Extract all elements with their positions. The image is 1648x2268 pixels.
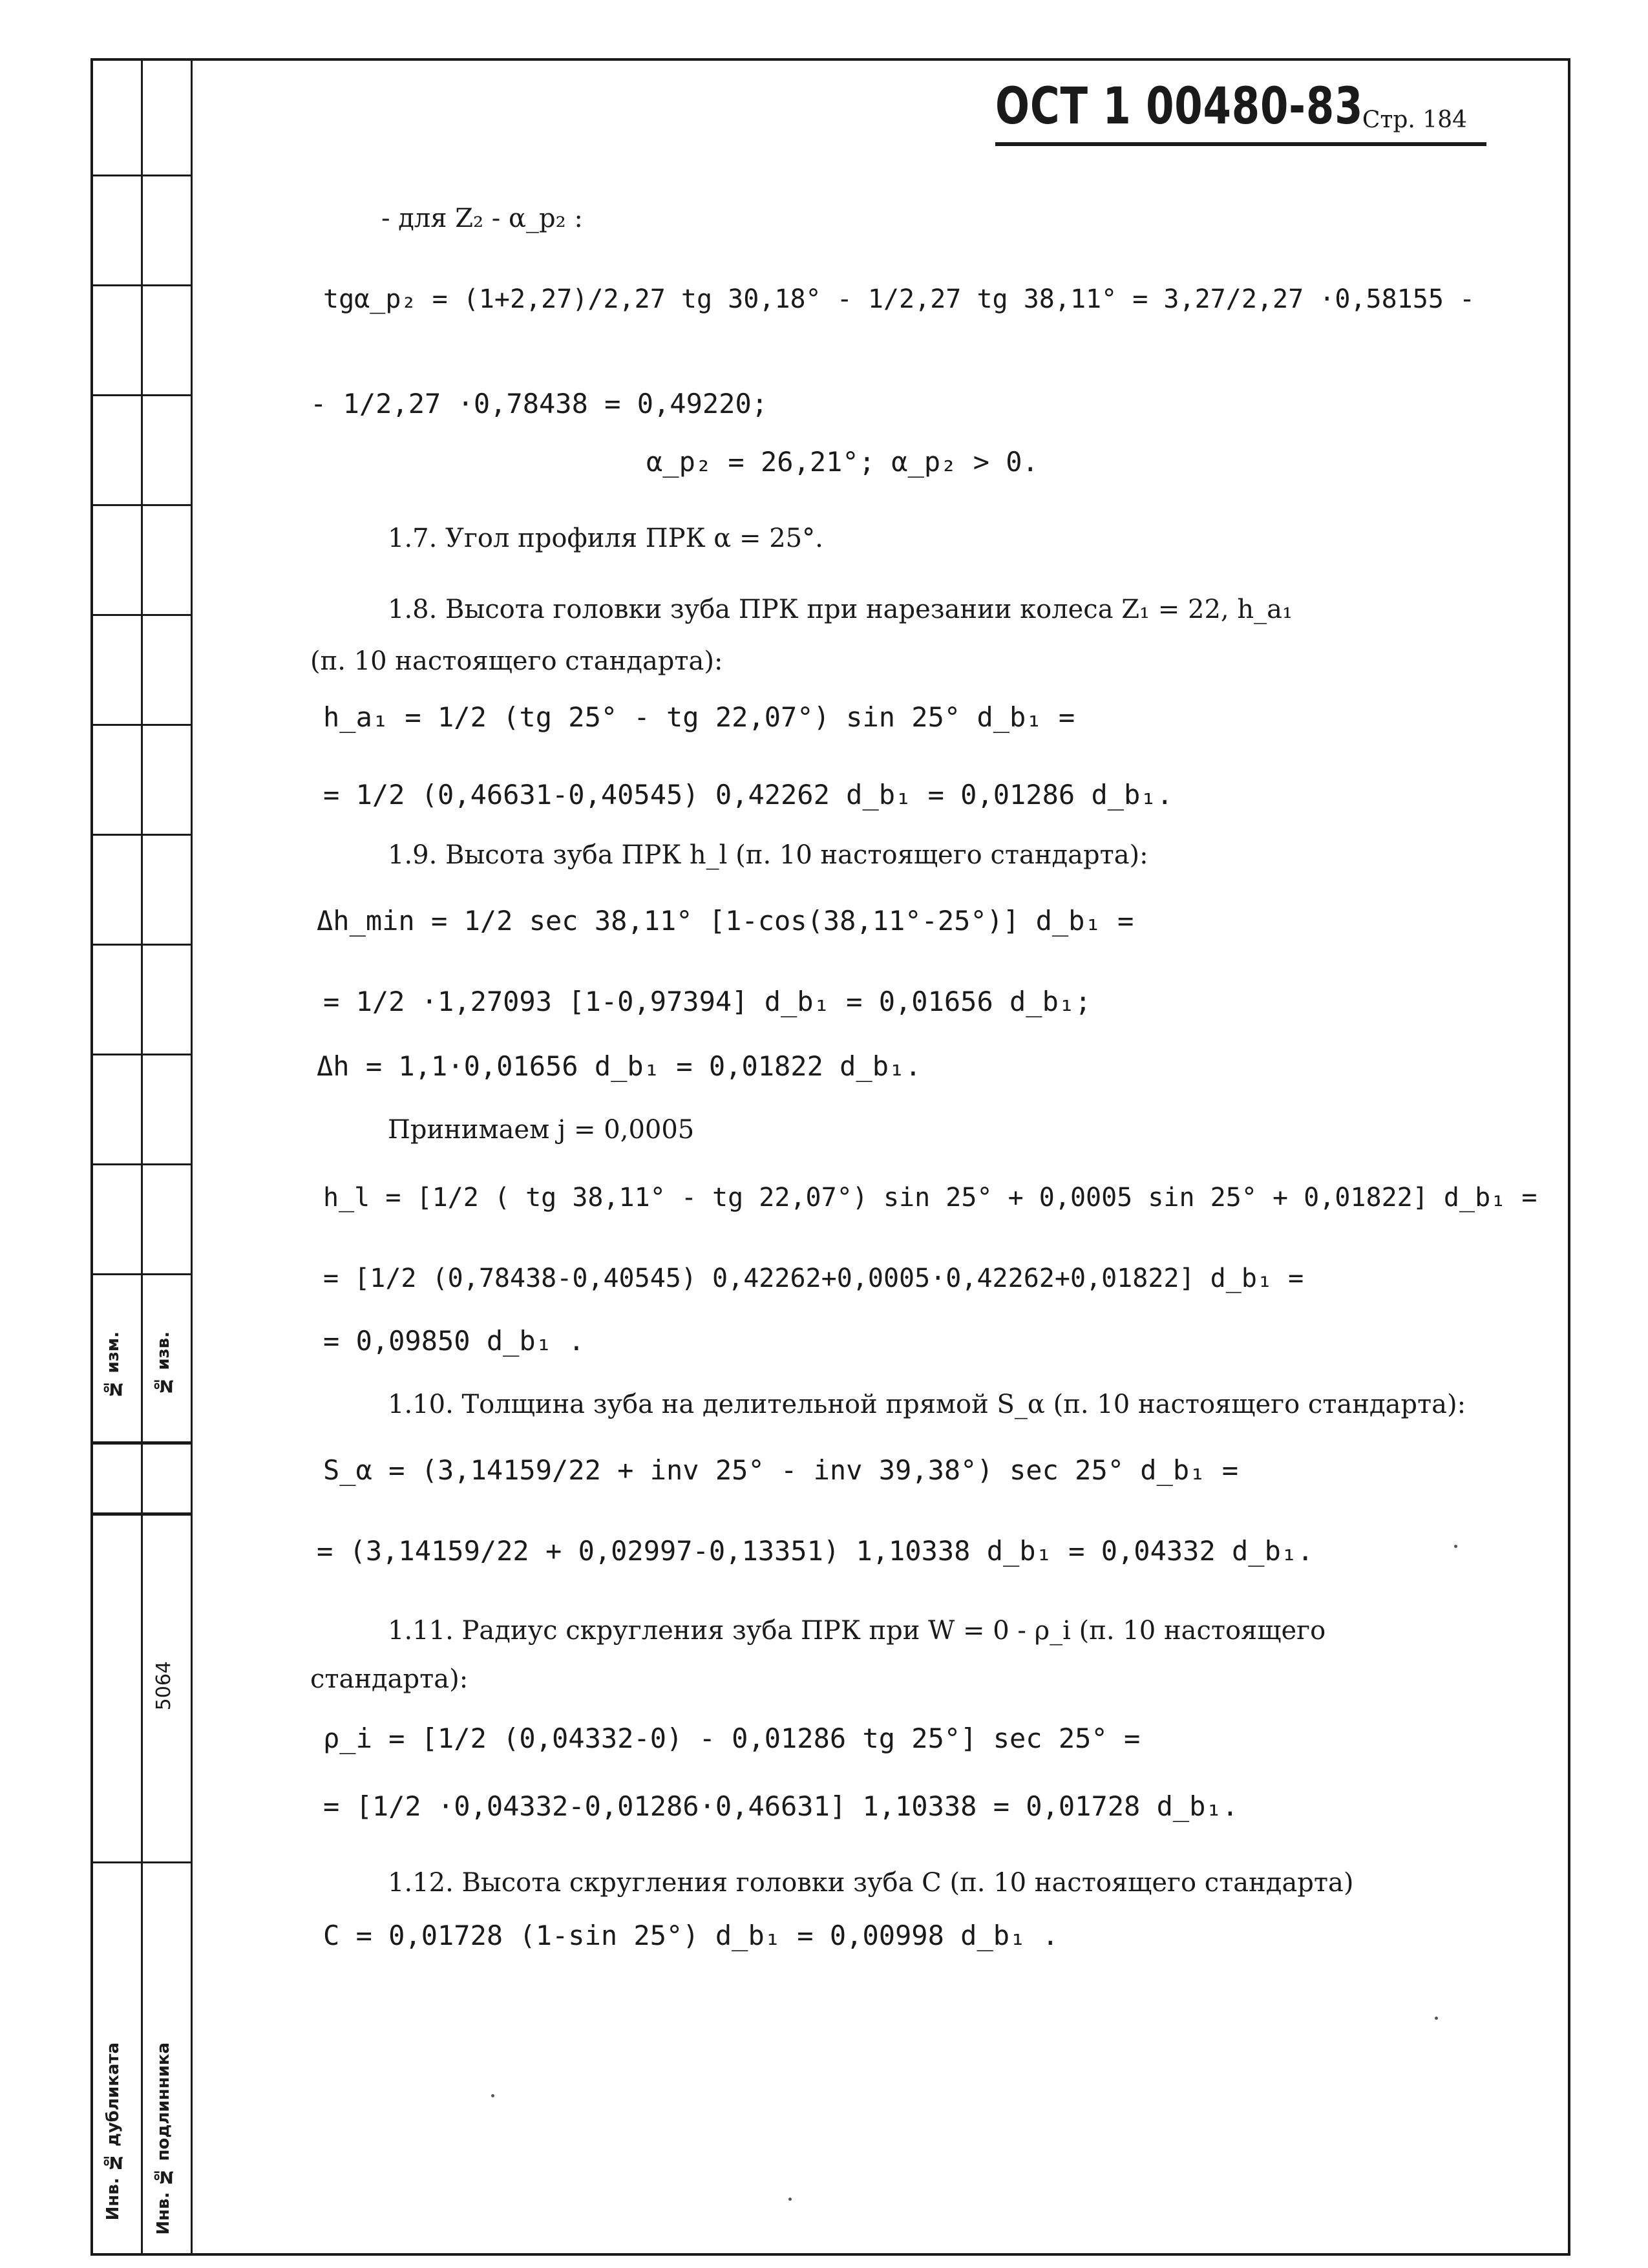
label-duplicate-inventory: Инв. № дубликата: [103, 2042, 123, 2221]
scan-speck: [1454, 1545, 1457, 1548]
formula-line: = (3,14159/22 + 0,02997-0,13351) 1,10338 d_b₁ = 0,04332 d_b₁.: [317, 1535, 1314, 1567]
formula-line: Δh = 1,1·0,01656 d_b₁ = 0,01822 d_b₁.: [317, 1050, 922, 1082]
formula-line: h_l = [1/2 ( tg 38,11° - tg 22,07°) sin 25° + 0,0005 sin 25° + 0,01822] d_b₁ =: [323, 1183, 1537, 1213]
section-heading: 1.7. Угол профиля ПРК α = 25°.: [388, 524, 823, 553]
sidebar-row-line: [90, 394, 191, 396]
label-original-inventory: Инв. № подлинника: [154, 2042, 173, 2235]
formula-line: C = 0,01728 (1-sin 25°) d_b₁ = 0,00998 d_b₁ .: [323, 1920, 1059, 1951]
sidebar-row-line: [90, 1273, 191, 1275]
formula-line: tgα_p₂ = (1+2,27)/2,27 tg 30,18° - 1/2,27 tg 38,11° = 3,27/2,27 ·0,58155 -: [323, 284, 1475, 314]
formula-line: - 1/2,27 ·0,78438 = 0,49220;: [310, 388, 768, 419]
sidebar-row-line: [90, 1441, 191, 1445]
section-heading: 1.9. Высота зуба ПРК h_l (п. 10 настоящего стандарта):: [388, 840, 1148, 870]
section-heading: 1.12. Высота скругления головки зуба C (п. 10 настоящего стандарта): [388, 1868, 1354, 1898]
paragraph-line: стандарта):: [310, 1664, 469, 1694]
section-heading: 1.11. Радиус скругления зуба ПРК при W = 0 - ρ_i (п. 10 настоящего: [388, 1616, 1326, 1646]
sidebar-row-line: [90, 1861, 191, 1863]
section-heading: 1.10. Толщина зуба на делительной прямой S_α (п. 10 настоящего стандарта):: [388, 1390, 1466, 1419]
formula-line: - для Z₂ - α_p₂ :: [381, 204, 583, 233]
sidebar-row-line: [90, 944, 191, 946]
sidebar-row-line: [90, 1163, 191, 1165]
scan-speck: [1435, 2017, 1438, 2020]
sidebar-divider: [191, 58, 193, 2256]
formula-line: Δh_min = 1/2 sec 38,11° [1-cos(38,11°-25°)] d_b₁ =: [317, 905, 1134, 937]
document-header: [995, 71, 1486, 146]
formula-line: S_α = (3,14159/22 + inv 25° - inv 39,38°) sec 25° d_b₁ =: [323, 1454, 1239, 1486]
formula-line: ρ_i = [1/2 (0,04332-0) - 0,01286 tg 25°] sec 25° =: [323, 1722, 1141, 1754]
scan-speck: [491, 2094, 494, 2097]
formula-line: = [1/2 ·0,04332-0,01286·0,46631] 1,10338 = 0,01728 d_b₁.: [323, 1790, 1239, 1822]
page-number: Стр. 184: [1362, 107, 1467, 133]
section-heading: 1.8. Высота головки зуба ПРК при нарезании колеса Z₁ = 22, h_a₁: [388, 595, 1293, 624]
sidebar-row-line: [90, 724, 191, 726]
formula-line: α_p₂ = 26,21°; α_p₂ > 0.: [646, 446, 1039, 478]
label-change-number: № изм.: [103, 1331, 123, 1399]
formula-line: = [1/2 (0,78438-0,40545) 0,42262+0,0005·0,42262+0,01822] d_b₁ =: [323, 1264, 1304, 1293]
inventory-number: 5064: [153, 1661, 175, 1711]
sidebar-row-line: [90, 1054, 191, 1055]
sidebar-row-line: [90, 1512, 191, 1516]
standard-code: ОСТ 1 00480-83: [995, 78, 1364, 136]
formula-line: = 1/2 (0,46631-0,40545) 0,42262 d_b₁ = 0,01286 d_b₁.: [323, 779, 1173, 811]
paragraph-line: (п. 10 настоящего стандарта):: [310, 646, 723, 676]
sidebar-row-line: [90, 614, 191, 616]
formula-line: = 0,09850 d_b₁ .: [323, 1325, 585, 1357]
formula-line: = 1/2 ·1,27093 [1-0,97394] d_b₁ = 0,01656 d_b₁;: [323, 986, 1092, 1017]
sidebar-divider: [141, 58, 143, 2256]
paragraph-line: Принимаем j = 0,0005: [388, 1115, 695, 1145]
label-notice-number: № изв.: [154, 1331, 173, 1395]
sidebar-row-line: [90, 834, 191, 836]
sidebar-row-line: [90, 284, 191, 286]
formula-line: h_a₁ = 1/2 (tg 25° - tg 22,07°) sin 25° d_b₁ =: [323, 701, 1075, 733]
scan-speck: [788, 2198, 792, 2201]
sidebar-row-line: [90, 504, 191, 506]
sidebar-row-line: [90, 175, 191, 176]
